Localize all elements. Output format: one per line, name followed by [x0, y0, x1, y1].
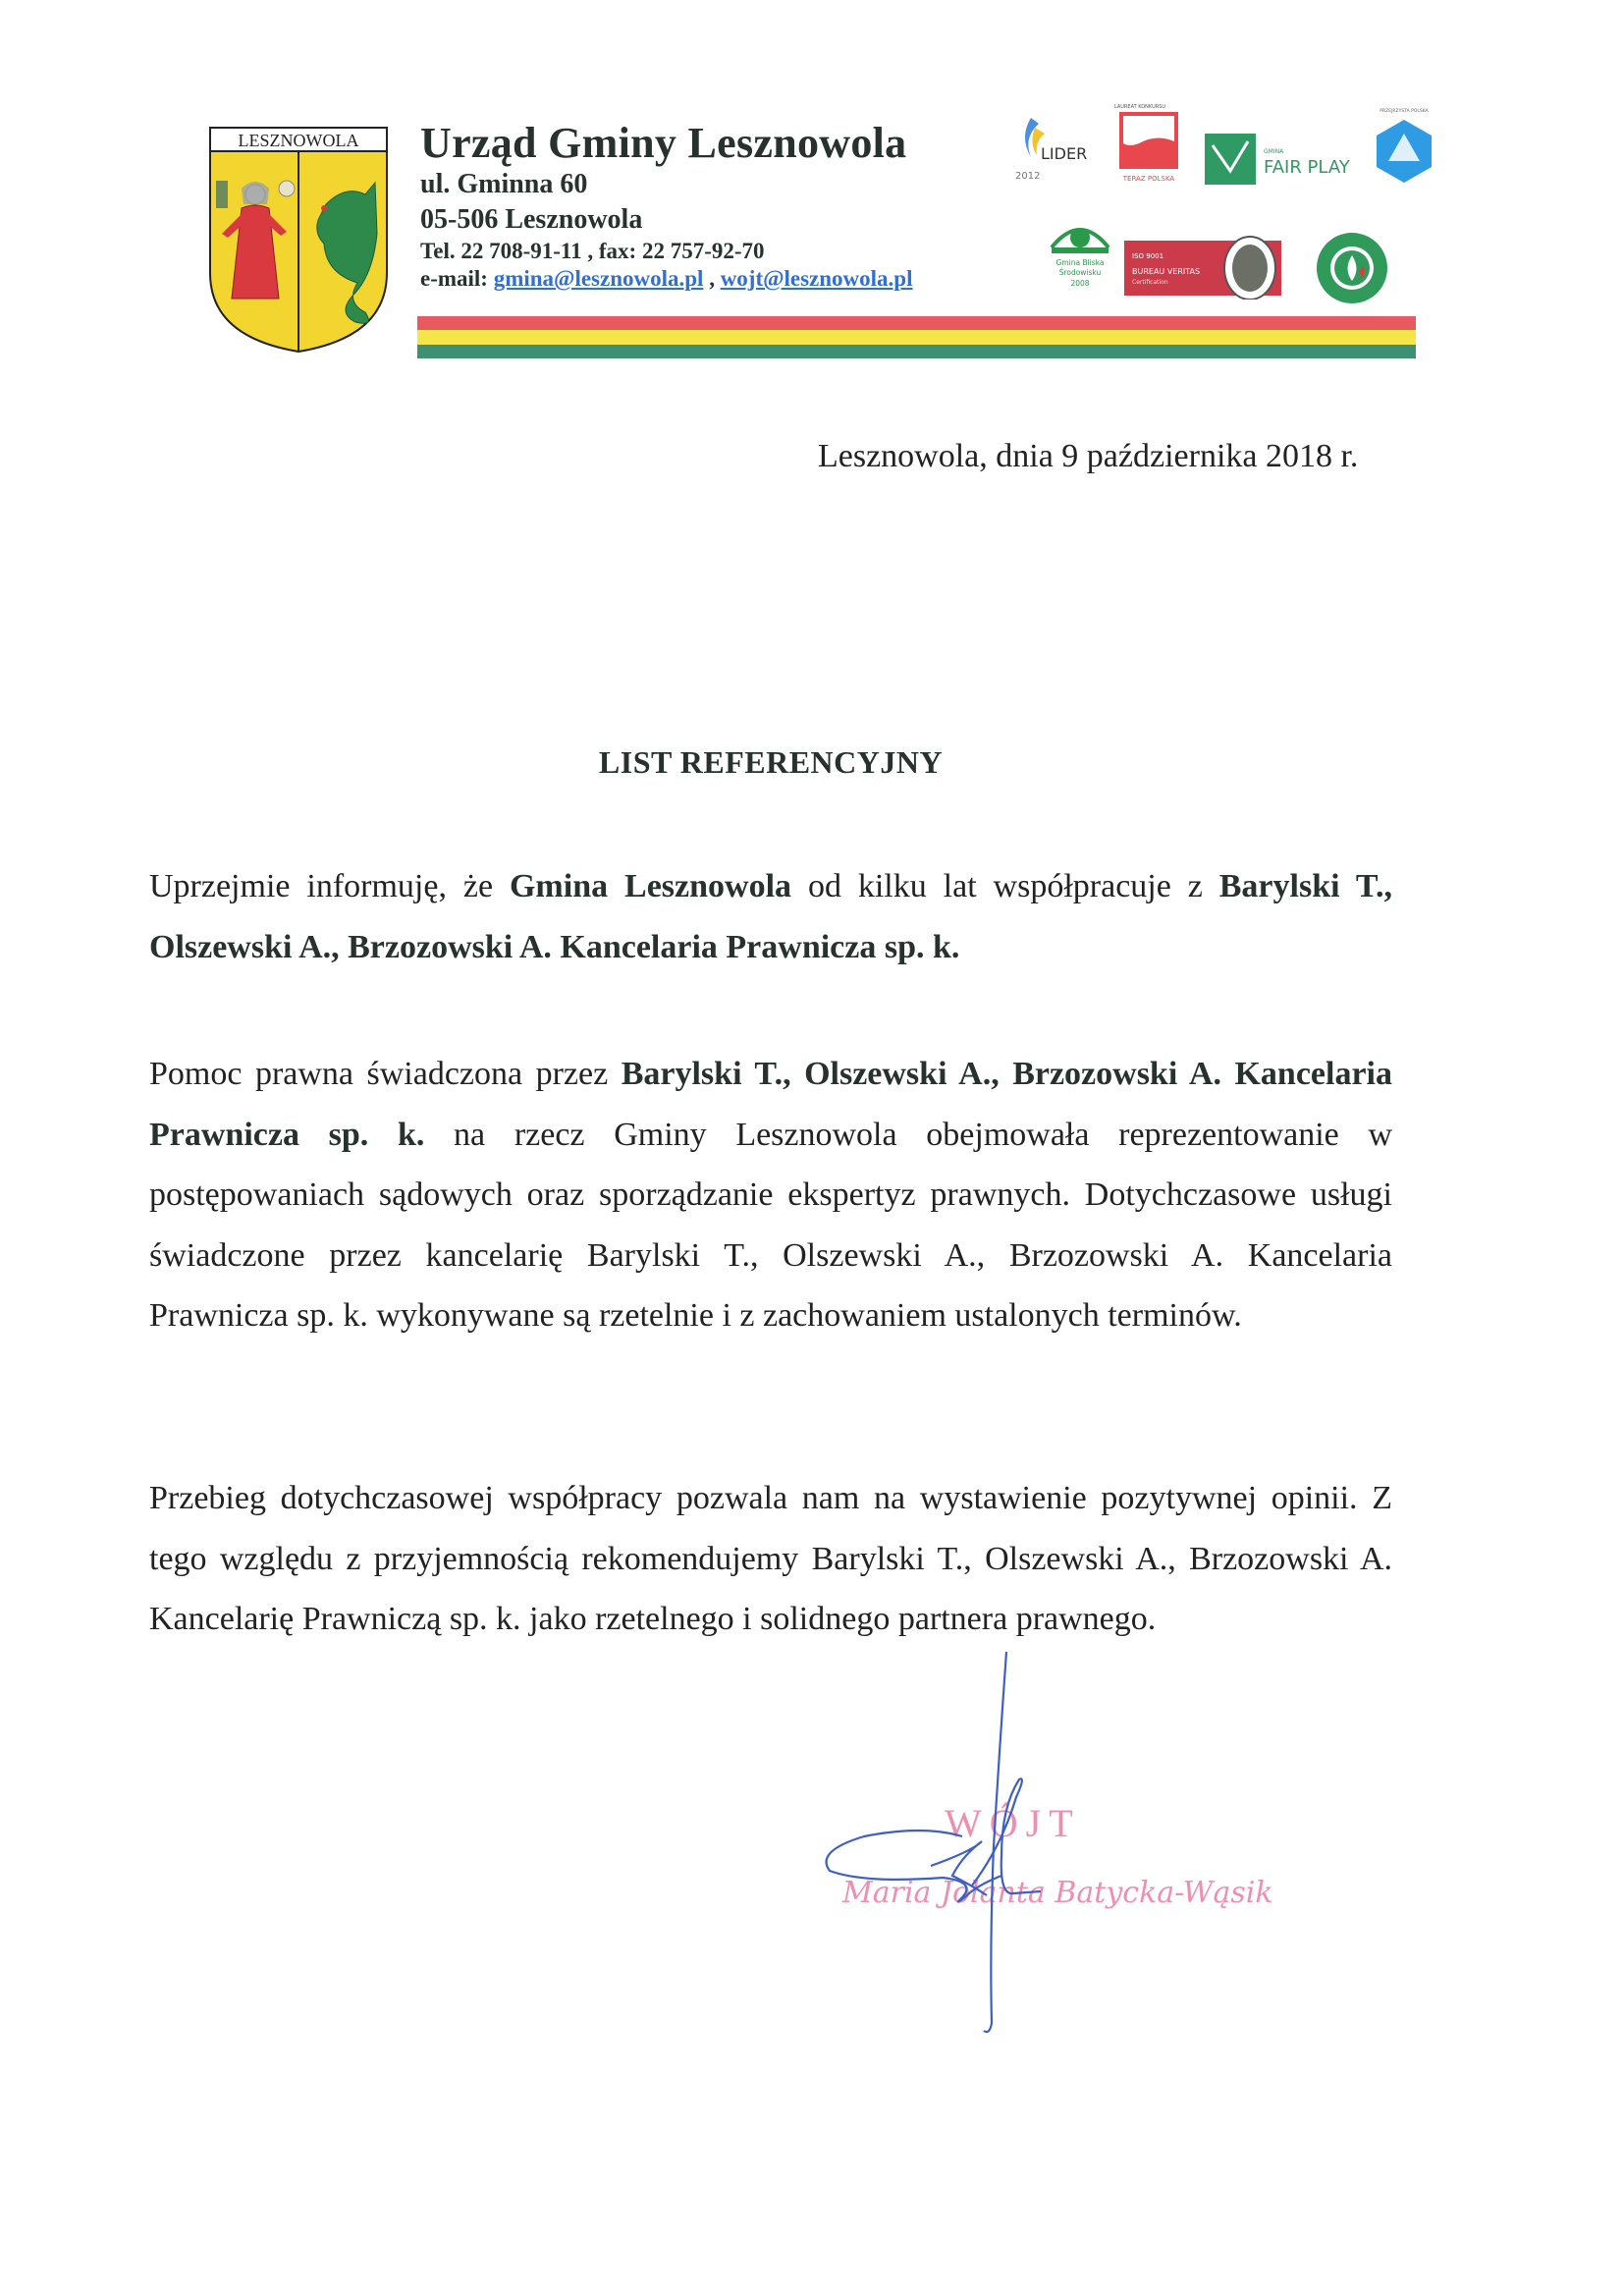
- przejrzysta-polska-logo: [1355, 98, 1453, 196]
- fair-play-logo: [1203, 98, 1360, 196]
- text: Uprzejmie informuję, że: [149, 868, 510, 904]
- award-logos: [1001, 98, 1453, 304]
- email-label: e-mail:: [420, 266, 488, 291]
- svg-text:LIDER: LIDER: [1041, 144, 1088, 163]
- paragraph-1: [149, 856, 1392, 977]
- paragraph-3: [149, 1468, 1392, 1650]
- teraz-polska-logo: [1098, 98, 1182, 196]
- lider-logo: [1001, 98, 1090, 187]
- postal-city: 05-506 Lesznowola: [420, 204, 643, 235]
- header-color-stripes: [417, 316, 1416, 358]
- email-separator: ,: [703, 266, 721, 291]
- svg-text:LAUREAT KONKURSU: LAUREAT KONKURSU: [1113, 104, 1166, 110]
- svg-text:Certification: Certification: [1132, 279, 1168, 286]
- paragraph-2: [149, 1044, 1392, 1346]
- svg-text:Gmina Bliska: Gmina Bliska: [1055, 258, 1105, 267]
- svg-text:2012: 2012: [1015, 171, 1041, 182]
- stripe-red: [417, 316, 1416, 330]
- mecenas-polskiej-ekologii-logo: [1314, 230, 1390, 306]
- svg-text:TERAZ POLSKA: TERAZ POLSKA: [1122, 175, 1175, 183]
- stripe-yellow: [417, 330, 1416, 344]
- stripe-green: [417, 345, 1416, 358]
- svg-text:Środowisku: Środowisku: [1058, 268, 1102, 277]
- svg-text:ISO 9001: ISO 9001: [1132, 252, 1164, 260]
- letter-date: Lesznowola, dnia 9 października 2018 r.: [818, 438, 1359, 474]
- coat-of-arms-logo: [208, 126, 389, 354]
- bold-text: Gmina Lesznowola: [509, 868, 792, 904]
- handwritten-signature: [805, 1650, 1217, 2062]
- text: Pomoc prawna świadczona przez: [149, 1056, 622, 1092]
- text: od kilku lat współpracuje z: [791, 868, 1219, 904]
- organization-header: [420, 120, 913, 293]
- text: Przebieg dotychczasowej współpracy pozwala nam na wystawienie pozytywnej opinii. Z tego względu z przyjemnością rekomendujemy Barylski T., Olszewski A., Brzozowski A. Kancelarię Prawniczą sp. k. jako rzetelnego i solidnego partnera prawnego.: [149, 1480, 1392, 1637]
- bold-text: Barylski T., Olszewski A., Brzozowski A. Kancelaria Prawnicza sp. k.: [149, 868, 1393, 965]
- svg-text:FAIR PLAY: FAIR PLAY: [1264, 157, 1350, 178]
- organization-name: Urząd Gminy Lesznowola: [420, 119, 907, 167]
- email-line: [420, 265, 913, 293]
- document-title: LIST REFERENCYJNY: [598, 744, 944, 780]
- email-link-gmina[interactable]: gmina@lesznowola.pl: [493, 266, 704, 291]
- svg-text:2008: 2008: [1070, 279, 1090, 288]
- bureau-veritas-logo: [1124, 231, 1286, 300]
- gmina-bliska-srodowisku-logo: [1046, 214, 1114, 302]
- bold-text: Barylski T., Olszewski A., Brzozowski A. Kancelaria Prawnicza sp. k.: [149, 1056, 1392, 1153]
- svg-text:PRZEJRZYSTA POLSKA: PRZEJRZYSTA POLSKA: [1380, 109, 1429, 114]
- phone-fax: Tel. 22 708-91-11 , fax: 22 757-92-70: [420, 239, 765, 263]
- stamp-name: Maria Jolanta Batycka-Wąsik: [842, 1876, 1273, 1910]
- crest-label: LESZNOWOLA: [238, 131, 359, 150]
- street-address: ul. Gminna 60: [420, 169, 588, 199]
- text: na rzecz Gminy Lesznowola obejmowała reprezentowanie w postępowaniach sądowych oraz sporządzanie ekspertyz prawnych. Dotychczasowe usługi świadczone przez kancelarię Barylski T., Olszewski A., Brzozowski A. Kancelaria Prawnicza sp. k. wykonywane są rzetelnie i z zachowaniem ustalonych terminów.: [149, 1116, 1393, 1334]
- stamp-title: WÓJT: [945, 1801, 1081, 1845]
- svg-text:BUREAU VERITAS: BUREAU VERITAS: [1132, 267, 1201, 276]
- email-link-wojt[interactable]: wojt@lesznowola.pl: [720, 266, 913, 291]
- svg-text:GMINA: GMINA: [1264, 148, 1284, 155]
